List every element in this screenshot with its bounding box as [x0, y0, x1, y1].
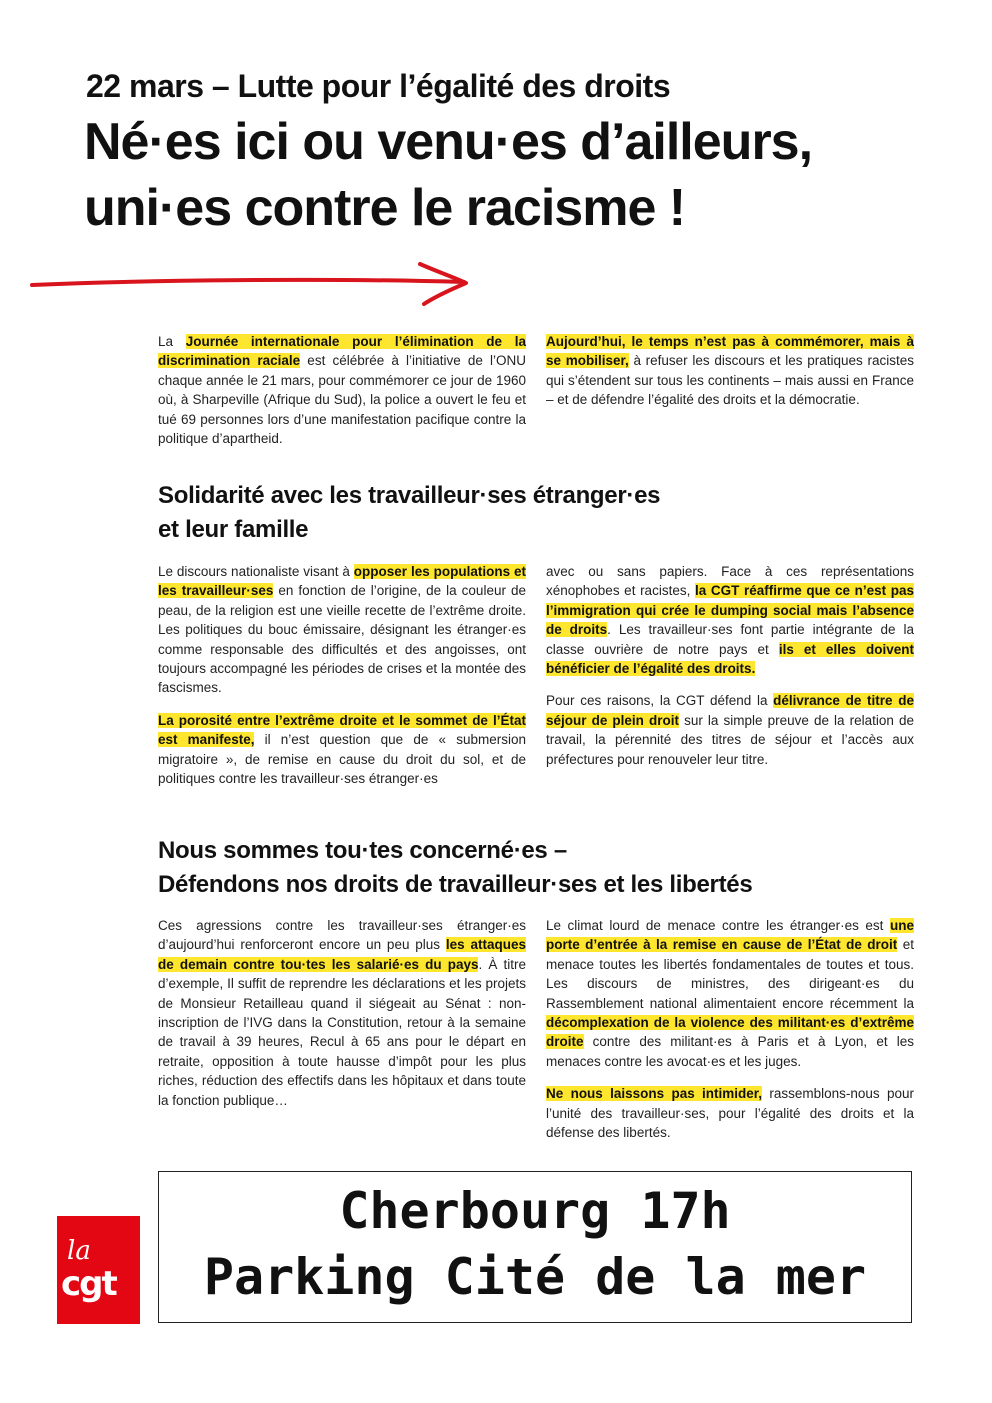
- section2-heading-line-1: Nous sommes tou·tes concerné·es –: [158, 837, 567, 864]
- event-location-time: Cherbourg 17h: [339, 1182, 731, 1240]
- section2-left-paragraph-1: [158, 916, 526, 1110]
- section1-heading-line-2: et leur famille: [158, 516, 309, 543]
- highlighted-text: délivrance de titre de séjour de plein droit: [546, 693, 914, 728]
- highlighted-text: Aujourd’hui, le temps n’est pas à commémorer, mais à se mobiliser,: [546, 334, 914, 369]
- section1-right-column: [546, 562, 914, 782]
- main-title-line-1: Né·es ici ou venu·es d’ailleurs,: [84, 113, 813, 171]
- body-text: La: [158, 334, 186, 349]
- kicker-title: 22 mars – Lutte pour l’égalité des droits: [86, 68, 671, 104]
- section1-left-paragraph-1: [158, 562, 526, 698]
- body-text: Pour ces raisons, la CGT défend la: [546, 693, 774, 709]
- body-text: rassemblons-nous pour l’unité des travailleur·ses, pour l’égalité des droits et la défense des libertés.: [546, 1086, 915, 1141]
- highlighted-text: ils et elles doivent bénéficier de l’égalité des droits.: [546, 641, 915, 677]
- highlighted-text: les attaques de demain contre tou·tes les salarié·es du pays: [158, 937, 526, 972]
- highlighted-text: Journée internationale pour l’élimination de la discrimination raciale: [158, 334, 526, 369]
- section2-left-column: [158, 916, 526, 1123]
- body-text: il n’est question que de « submersion migratoire », de remise en cause du droit du sol, et de politiques contre les travailleur·ses étranger·es: [158, 732, 526, 787]
- event-venue: Parking Cité de la mer: [203, 1248, 867, 1306]
- section1-left-paragraph-2: [158, 711, 526, 789]
- body-text: à refuser les discours et les pratiques racistes qui s’étendent sur tous les continents – mais aussi en France – et de défendre l’égalité des droits et la démocratie.: [546, 353, 914, 408]
- body-text: et menace toutes les libertés fondamentales de toutes et tous. Les discours de ministres, des dirigeant·es du Rassemblement national alimentaient encore récemment la: [546, 937, 914, 1011]
- highlighted-text: une porte d’entrée à la remise en cause de l’État de droit: [546, 918, 914, 953]
- highlighted-text: La porosité entre l’extrême droite et le sommet de l’État est manifeste,: [158, 712, 526, 748]
- cgt-logo: [57, 1216, 140, 1324]
- intro-left-column: [158, 332, 526, 461]
- section1-right-paragraph-2: [546, 691, 914, 769]
- logo-acronym-text: cgt: [61, 1264, 116, 1304]
- body-text: est célébrée à l’initiative de l’ONU chaque année le 21 mars, pour commémorer ce jour de 1960 où, à Sharpeville (Afrique du Sud), la police a ouvert le feu et tué 69 personnes lors d’une manifestation pacifique contre la politique d’apartheid.: [158, 353, 527, 447]
- body-text: avec ou sans papiers. Face à ces représentations xénophobes et racistes,: [546, 564, 914, 599]
- intro-right-column: [546, 332, 914, 423]
- logo-script-text: la: [67, 1236, 91, 1266]
- section2-right-paragraph-1: [546, 916, 914, 1071]
- body-text: Ces agressions contre les travailleur·ses étranger·es d’aujourd’hui renforceront encore un peu plus: [158, 918, 526, 953]
- intro-left-paragraph: [158, 332, 526, 448]
- intro-right-paragraph: [546, 332, 914, 410]
- body-text: Le discours nationaliste visant à: [158, 564, 354, 579]
- body-text: contre des militant·es à Paris et à Lyon, et les menaces contre les avocat·es et les juges.: [546, 1034, 914, 1069]
- body-text: . À titre d’exemple, Il suffit de reprendre les déclarations et les projets de Monsieur Retailleau quand il siégeait au Sénat : non-inscription de l’IVG dans la Constitution, retour à la semaine de travail à 39 heures, Recul à 65 ans pour le départ en retraite, opposition à toute hausse d’impôt pour les plus riches, réduction des effectifs dans les hôpitaux et dans toute la fonction publique…: [158, 956, 526, 1108]
- section2-right-paragraph-2: [546, 1084, 914, 1142]
- highlighted-text: décomplexation de la violence des militant·es d’extrême droite: [546, 1015, 914, 1050]
- main-title-line-2: uni·es contre le racisme !: [84, 179, 686, 237]
- red-arrow-decoration: [28, 258, 478, 308]
- body-text: sur la simple preuve de la relation de travail, la pérennité des titres de séjour et l’accès aux préfectures pour renouveler leur titre.: [546, 712, 914, 767]
- body-text: en fonction de l’origine, de la couleur de peau, de la religion est une vieille recette de l’extrême droite. Les politiques du bouc émissaire, désignant les étranger·es comme responsable des difficultés et des angoisses, ont toujours accompagné les périodes de crises et la montée des fascismes.: [158, 583, 526, 696]
- section2-right-column: [546, 916, 914, 1155]
- section2-heading-line-2: Défendons nos droits de travailleur·ses et les libertés: [158, 871, 753, 898]
- section1-heading-line-1: Solidarité avec les travailleur·ses étranger·es: [158, 482, 661, 509]
- body-text: Le climat lourd de menace contre les étranger·es est: [546, 918, 890, 933]
- highlighted-text: Ne nous laissons pas intimider,: [546, 1086, 763, 1102]
- body-text: . Les travailleur·ses font partie intégrante de la classe ouvrière de notre pays et: [546, 622, 914, 657]
- section1-left-column: [158, 562, 526, 801]
- highlighted-text: opposer les populations et les travailleur·ses: [158, 564, 526, 599]
- highlighted-text: la CGT réaffirme que ce n’est pas l’immigration qui crée le dumping social mais l’absence de droits: [546, 583, 914, 638]
- section1-right-paragraph-1: [546, 562, 914, 678]
- event-box: [158, 1171, 912, 1323]
